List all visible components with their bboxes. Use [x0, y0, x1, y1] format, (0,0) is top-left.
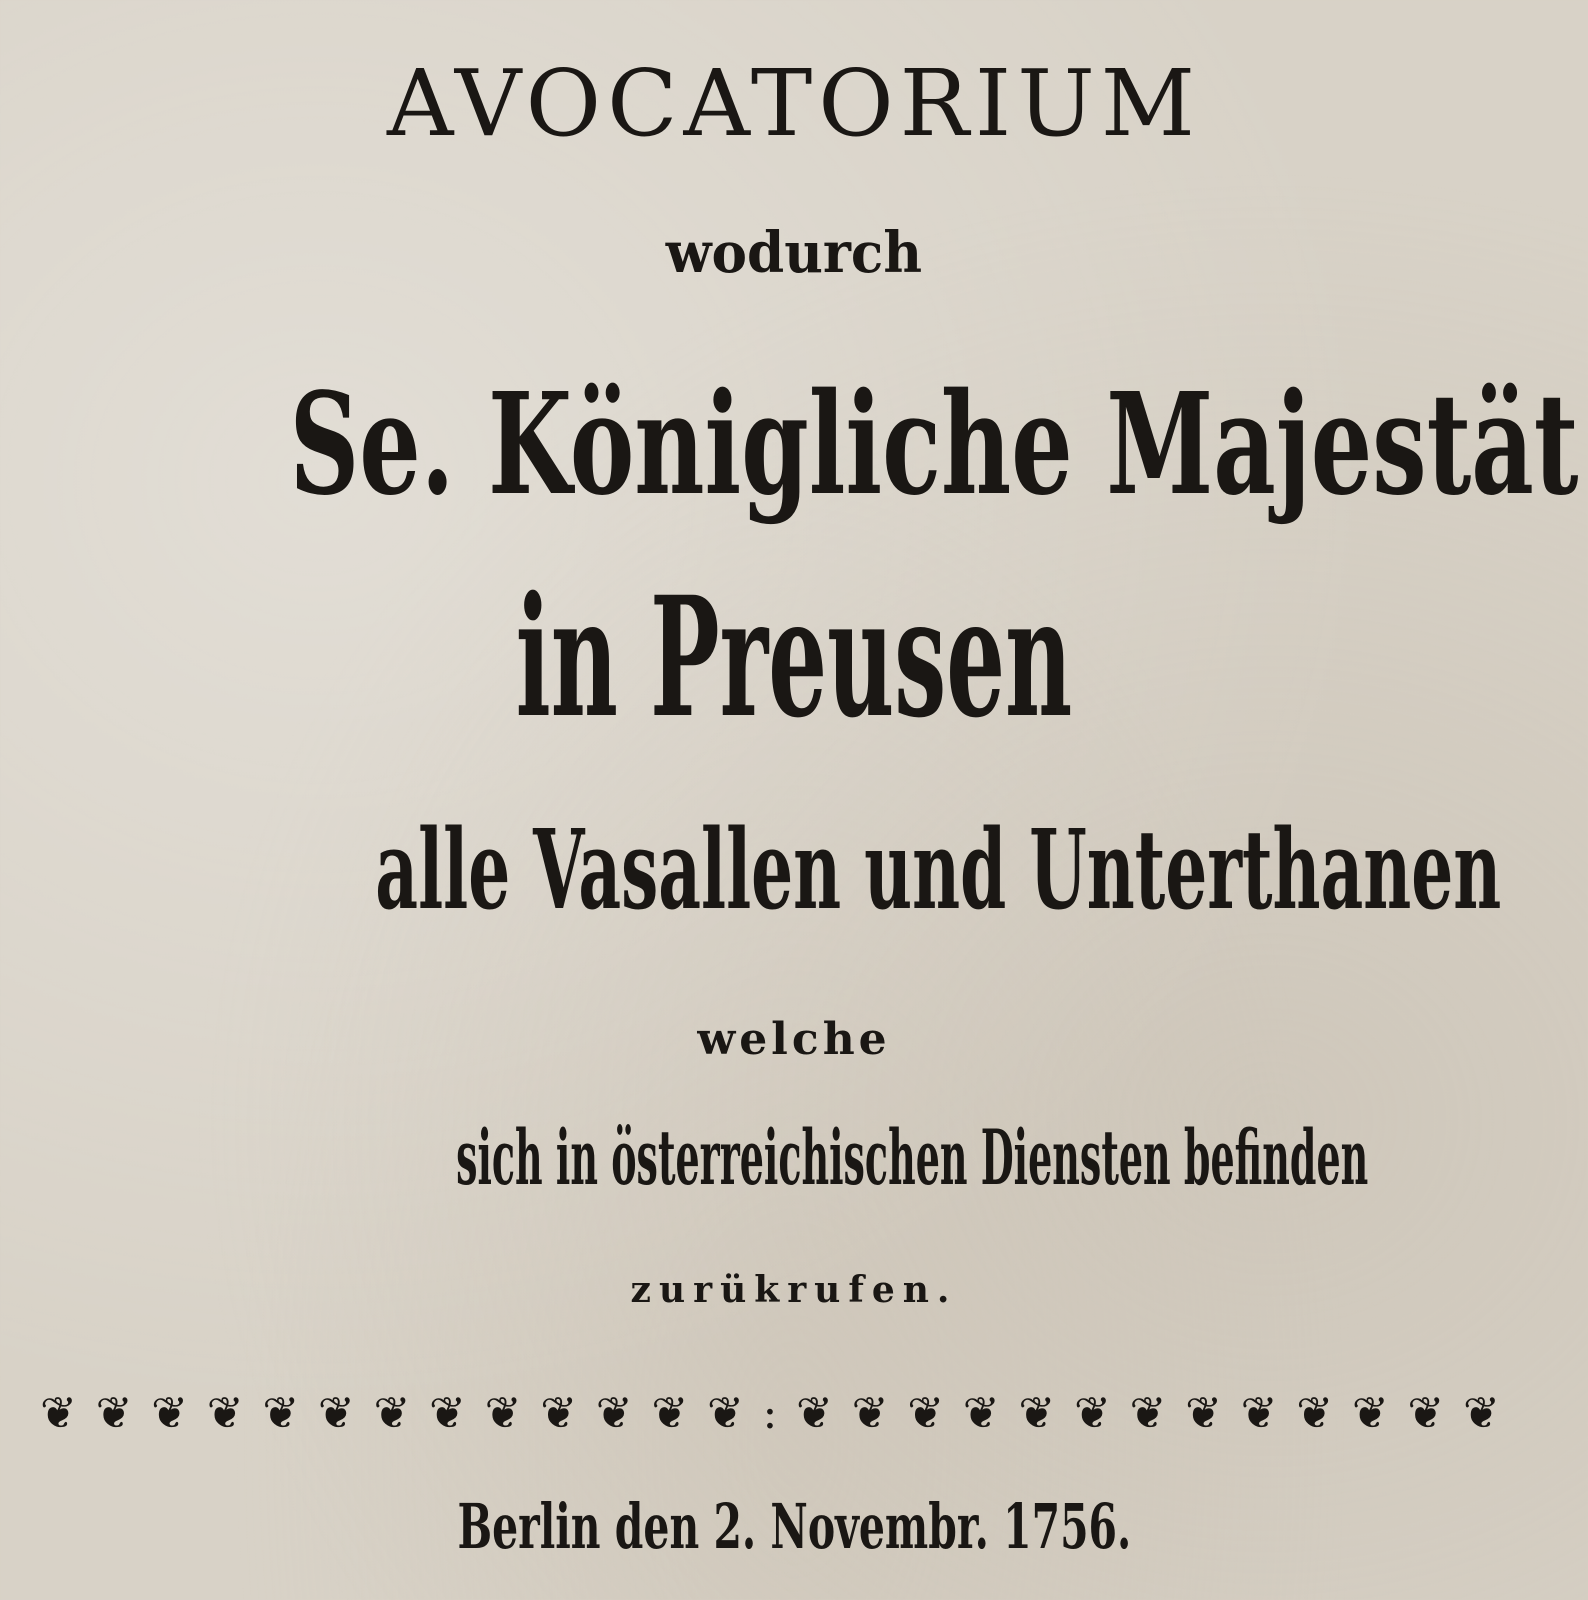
line-text: welche	[697, 1014, 891, 1065]
line-recall	[0, 1269, 1588, 1311]
fleuron-icon: ❦	[1129, 1387, 1167, 1439]
line-welche	[0, 1014, 1588, 1065]
line-text: sich in österreichischen Diensten befinden	[456, 1113, 1369, 1202]
dateline	[0, 1490, 1588, 1563]
fleuron-icon: ❦	[962, 1387, 1000, 1439]
fleuron-icon: ❦	[1018, 1387, 1056, 1439]
fleuron-icon: ❦	[595, 1387, 633, 1439]
fleuron-icon: ❦	[907, 1387, 945, 1439]
fleuron-icon: ❦	[206, 1387, 244, 1439]
fleuron-icon: ❦	[95, 1387, 133, 1439]
line-text: in Preusen	[515, 560, 1073, 754]
line-prussia	[0, 560, 1588, 754]
fleuron-icon: ❦	[1185, 1387, 1222, 1439]
line-text: wodurch	[665, 220, 923, 286]
ornament-divider	[40, 1378, 1500, 1448]
fleuron-icon: ❦	[651, 1387, 689, 1439]
fleuron-icon: ❦	[1351, 1387, 1389, 1439]
fleuron-icon: ❦	[796, 1387, 833, 1439]
line-wodurch	[0, 220, 1588, 286]
fleuron-icon: ❦	[317, 1387, 355, 1439]
dateline-text: Berlin den 2. Novembr. 1756.	[457, 1490, 1131, 1563]
fleuron-icon: ❦	[706, 1387, 744, 1439]
fleuron-icon: ❦	[484, 1387, 522, 1439]
document-title	[0, 50, 1588, 157]
line-text: alle Vasallen und Unterthanen	[375, 805, 1502, 934]
title-text: AVOCATORIUM	[386, 50, 1202, 157]
fleuron-icon: ❦	[40, 1387, 77, 1439]
fleuron-icon: ❦	[540, 1387, 578, 1439]
fleuron-icon: ❦	[429, 1387, 466, 1439]
fleuron-icon: ❦	[1240, 1387, 1278, 1439]
line-majesty	[0, 363, 1588, 527]
fleuron-icon: ❦	[151, 1387, 189, 1439]
fleuron-icon: ❦	[1073, 1387, 1111, 1439]
fleuron-icon: ❦	[373, 1387, 411, 1439]
fleuron-icon: ❦	[1296, 1387, 1334, 1439]
fleuron-icon: ❦	[1407, 1387, 1445, 1439]
line-text: Se. Königliche Majestät	[289, 363, 1579, 527]
line-austrian-service	[0, 1113, 1588, 1202]
ornament-separator: :	[762, 1387, 778, 1439]
fleuron-icon: ❦	[262, 1387, 300, 1439]
fleuron-icon: ❦	[851, 1387, 889, 1439]
line-vassals	[0, 805, 1588, 934]
line-text: zurükrufen.	[630, 1269, 958, 1311]
fleuron-icon: ❦	[1462, 1387, 1500, 1439]
